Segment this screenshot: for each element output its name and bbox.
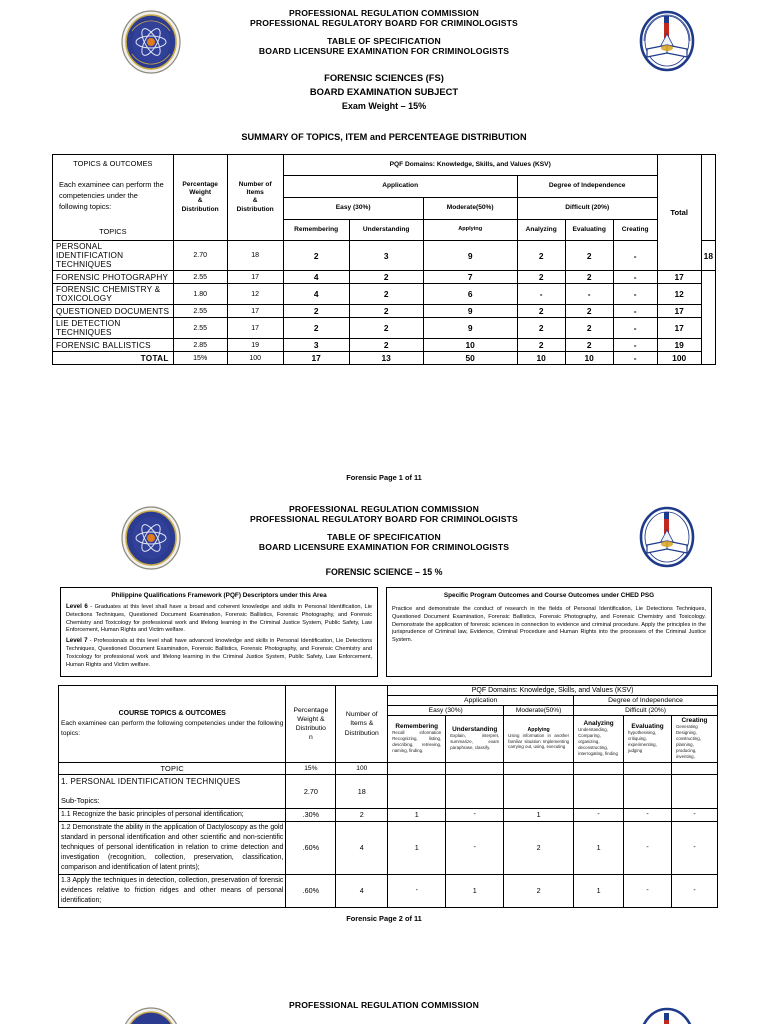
- bloom-desc: Generating Designing, constructing, planning, producing, inventing,: [676, 724, 701, 759]
- subtopic-creating: -: [672, 808, 718, 821]
- total-pct: 15%: [173, 352, 227, 365]
- table-row: [53, 339, 716, 352]
- subtopic-remembering: 1: [388, 808, 446, 821]
- number-items-header: [227, 154, 283, 241]
- bloom-name: Analyzing: [583, 720, 614, 728]
- topic-label: TOPIC: [59, 762, 286, 774]
- subtopic-analyzing: -: [574, 808, 624, 821]
- row-pct: 2.55: [173, 271, 227, 284]
- row-items: 17: [227, 305, 283, 318]
- doc-line-1: TABLE OF SPECIFICATION: [327, 532, 441, 543]
- row-evaluating: 2: [565, 318, 613, 339]
- topics-label: TOPICS: [99, 227, 127, 237]
- row-understanding: 2: [349, 339, 423, 352]
- detail-creating-header: [672, 716, 718, 763]
- table-row: [59, 821, 718, 874]
- row-understanding: 3: [349, 241, 423, 271]
- row-items: 17: [227, 318, 283, 339]
- row-understanding: 2: [349, 305, 423, 318]
- row-pct: 2.55: [173, 305, 227, 318]
- subtopic-pct: .60%: [286, 821, 336, 874]
- prc-seal-icon: [120, 9, 182, 80]
- topic-overall-items: 100: [336, 762, 388, 774]
- prc-seal-icon: [120, 1006, 182, 1024]
- understanding-header: Understanding: [349, 219, 423, 241]
- summary-total-row: [53, 352, 716, 365]
- row-pct: 2.70: [173, 241, 227, 271]
- row-understanding: 2: [349, 284, 423, 305]
- row-applying: 9: [423, 241, 517, 271]
- row-items: 12: [227, 284, 283, 305]
- row-remembering: 2: [283, 318, 349, 339]
- detail-easy-header: Easy (30%): [388, 706, 504, 716]
- level6-text: - Graduates at this level shall have a broad and coherent knowledge and skills in Personal Identification, Lie Detections Techniques, Questioned Document Examination, Forensic Ballistics, Forensic Photography, and Forensic Chemistry and Toxicology for professional work and lifelong learning in the Criminal Justice System, Public Safety, Law Enforcement, Human Rights and Victim welfare.: [66, 603, 373, 634]
- d-items-line-1: Number of: [345, 711, 378, 719]
- row-topic: PERSONAL IDENTIFICATION TECHNIQUES: [53, 241, 174, 271]
- row-analyzing: 2: [517, 318, 565, 339]
- detail-table-wrap: [58, 685, 768, 908]
- d-pct-line-2: Weight &: [297, 715, 325, 723]
- page2-footer: Forensic Page 2 of 11: [346, 913, 422, 923]
- difficult-header: Difficult (20%): [517, 197, 657, 219]
- pct-line-2: Weight: [189, 189, 212, 197]
- summary-header-row-1: [53, 154, 716, 176]
- creating-header: Creating: [613, 219, 657, 241]
- table-row: [59, 808, 718, 821]
- d-pct-line-3: Distributio: [295, 724, 326, 732]
- degree-independence-header: Degree of Independence: [517, 176, 657, 198]
- bloom-desc: hypothesising, critiquing, experimenting, judging: [628, 730, 657, 753]
- summary-title: SUMMARY OF TOPICS, ITEM and PERCENTEAGE DISTRIBUTION: [241, 131, 527, 142]
- subtopic-items: 4: [336, 874, 388, 907]
- row-remembering: 4: [283, 271, 349, 284]
- d-pct-line-1: Percentage: [293, 706, 329, 714]
- course-topics-header: [59, 686, 286, 763]
- bloom-name: Remembering: [395, 723, 439, 731]
- subtopic-text: 1.3 Apply the techniques in detection, collection, preservation of forensic evidences relative to friction ridges and other means of personal identification;: [59, 874, 286, 907]
- table-row: [53, 271, 716, 284]
- row-total: 17: [657, 318, 701, 339]
- topics-outcomes-instruction: Each examinee can perform the competencies under the following topics:: [59, 179, 164, 211]
- bloom-name: Understanding: [452, 726, 498, 734]
- board-of-criminology-seal-icon: [634, 7, 700, 80]
- board-of-criminology-seal-icon: [634, 503, 700, 576]
- total-remembering: 17: [283, 352, 349, 365]
- row-topic: FORENSIC PHOTOGRAPHY: [53, 271, 174, 284]
- org-line-2: PROFESSIONAL REGULATORY BOARD FOR CRIMINOLOGISTS: [250, 18, 518, 29]
- bloom-desc: Recall information Recognizing, listing, describing, retrieving, naming, finding.: [392, 730, 442, 753]
- percentage-weight-header: [173, 154, 227, 241]
- row-creating: -: [613, 318, 657, 339]
- row-remembering: 2: [283, 305, 349, 318]
- row-items: 19: [227, 339, 283, 352]
- row-total: 18: [701, 241, 715, 271]
- applying-header: Applying: [423, 219, 517, 241]
- row-evaluating: 2: [565, 241, 613, 271]
- page2-header: [0, 492, 768, 577]
- pct-line-3: &: [197, 197, 203, 205]
- detail-topic-label-row: [59, 762, 718, 774]
- main-topic-items: 18: [336, 774, 388, 808]
- org-line-1: PROFESSIONAL REGULATION COMMISSION: [288, 8, 480, 18]
- row-applying: 7: [423, 271, 517, 284]
- detail-table: [58, 685, 718, 908]
- pct-line-4: Distribution: [181, 205, 219, 213]
- subtopic-evaluating: -: [624, 874, 672, 907]
- easy-header: Easy (30%): [283, 197, 423, 219]
- subtopic-remembering: 1: [388, 821, 446, 874]
- evaluating-header: Evaluating: [565, 219, 613, 241]
- bloom-name: Creating: [681, 717, 708, 725]
- total-column-header: Total: [657, 154, 701, 271]
- subtopic-creating: -: [672, 821, 718, 874]
- row-total: 17: [657, 305, 701, 318]
- items-line-2: Items: [246, 189, 264, 197]
- table-row: [53, 305, 716, 318]
- total-applying: 50: [423, 352, 517, 365]
- doc-line-2: BOARD LICENSURE EXAMINATION FOR CRIMINOLOGISTS: [258, 542, 510, 553]
- subtopic-text: 1.2 Demonstrate the ability in the application of Dactyloscopy as the gold standard in personal identification and other scientific and non-scientific techniques of personal identification in relation to crime detection and investigation (recognition, collection, preservation, classification, comparison and identification of latent prints);: [59, 821, 286, 874]
- row-understanding: 2: [349, 271, 423, 284]
- subtopic-items: 4: [336, 821, 388, 874]
- level6-label: Level 6: [66, 602, 88, 610]
- moderate-header: Moderate(50%): [423, 197, 517, 219]
- level7-label: Level 7: [66, 637, 88, 645]
- bloom-desc: Using information in another familiar situation Implementing carrying out, using, executing: [508, 732, 570, 750]
- row-creating: -: [613, 271, 657, 284]
- subtopic-pct: .30%: [286, 808, 336, 821]
- detail-moderate-header: Moderate(50%): [504, 706, 574, 716]
- row-applying: 9: [423, 318, 517, 339]
- row-analyzing: -: [517, 284, 565, 305]
- remembering-header: Remembering: [283, 219, 349, 241]
- document-page-1: [0, 0, 768, 492]
- org-line-2: PROFESSIONAL REGULATORY BOARD FOR CRIMINOLOGISTS: [250, 514, 518, 525]
- total-analyzing: 10: [517, 352, 565, 365]
- row-remembering: 3: [283, 339, 349, 352]
- row-creating: -: [613, 305, 657, 318]
- pqf-descriptor-box: [60, 587, 378, 678]
- page2-subject: FORENSIC SCIENCE – 15 %: [325, 566, 443, 577]
- row-pct: 2.85: [173, 339, 227, 352]
- row-items: 18: [227, 241, 283, 271]
- subtopic-creating: -: [672, 874, 718, 907]
- course-topics-instruction: Each examinee can perform the following competencies under the following topics:: [61, 720, 284, 738]
- row-evaluating: 2: [565, 339, 613, 352]
- row-total: 12: [657, 284, 701, 305]
- row-topic: LIE DETECTION TECHNIQUES: [53, 318, 174, 339]
- summary-table-wrap: [52, 154, 768, 366]
- doc-line-1: TABLE OF SPECIFICATION: [327, 36, 441, 47]
- subtopics-label: Sub-Topics:: [61, 796, 100, 806]
- prc-seal-icon: [120, 505, 182, 576]
- topics-outcomes-title: TOPICS & OUTCOMES: [73, 158, 153, 168]
- row-topic: FORENSIC BALLISTICS: [53, 339, 174, 352]
- subtopic-analyzing: 1: [574, 821, 624, 874]
- table-row: [53, 318, 716, 339]
- row-evaluating: -: [565, 284, 613, 305]
- ched-psg-text: Practice and demonstrate the conduct of research in the fields of Personal Identification, Lie Detections Techniques, Questioned Document Examination, Forensic Ballistics, Forensic Photography, and Forensic Chemistry and Toxicology. Demonstrate the application of forensic sciences in connection to evidence and criminal procedure. Apply the principles in the jurisprudence of Criminal law, Evidence, Criminal Procedure and Human Rights into the processes of the Criminal Justice System.: [392, 605, 706, 644]
- main-topic-cell: [59, 774, 286, 808]
- detail-understanding-header: [446, 716, 504, 763]
- board-of-criminology-seal-icon: [634, 1004, 700, 1024]
- row-pct: 1.80: [173, 284, 227, 305]
- pqf-descriptor-title: Philippine Qualifications Framework (PQF) Descriptors under this Area: [111, 591, 327, 599]
- application-header: Application: [283, 176, 517, 198]
- subject-kind: BOARD EXAMINATION SUBJECT: [309, 86, 459, 98]
- row-analyzing: 2: [517, 339, 565, 352]
- detail-percentage-header: [286, 686, 336, 763]
- level7-text: - Professionals at this level shall have advanced knowledge and skills in Personal Identification, Lie Detections Techniques, Questioned Document Examination, Forensic Ballistics, Forensic Photography, and Forensic Chemistry and Toxicology for professional work and lifelong learning in the Criminal Justice System, Public Safety, Law Enforcement, Human Rights and Victim welfare.: [66, 638, 373, 669]
- exam-weight: Exam Weight – 15%: [341, 100, 427, 111]
- subtopic-understanding: -: [446, 808, 504, 821]
- detail-pqf-domains-header: PQF Domains: Knowledge, Skills, and Values (KSV): [388, 686, 718, 696]
- pqf-level6: [66, 603, 372, 636]
- detail-application-header: Application: [388, 696, 574, 706]
- subtopic-remembering: -: [388, 874, 446, 907]
- detail-main-topic-row: [59, 774, 718, 808]
- subtopic-analyzing: 1: [574, 874, 624, 907]
- table-row: [53, 284, 716, 305]
- org-line-1: PROFESSIONAL REGULATION COMMISSION: [288, 504, 480, 514]
- row-remembering: 4: [283, 284, 349, 305]
- row-total: 17: [657, 271, 701, 284]
- row-analyzing: 2: [517, 271, 565, 284]
- document-page-3-partial: [0, 982, 768, 1024]
- detail-applying-header: [504, 716, 574, 763]
- items-line-4: Distribution: [236, 205, 274, 213]
- items-line-3: &: [252, 197, 258, 205]
- total-items: 100: [227, 352, 283, 365]
- subtopic-applying: 2: [504, 821, 574, 874]
- bloom-desc: Understanding, Comparing, organizing, deconstructing, interrogating, finding: [578, 727, 618, 756]
- row-evaluating: 2: [565, 305, 613, 318]
- detail-analyzing-header: [574, 716, 624, 763]
- summary-table: [52, 154, 716, 366]
- row-evaluating: 2: [565, 271, 613, 284]
- subtopic-text: 1.1 Recognize the basic principles of personal identification;: [59, 808, 286, 821]
- row-applying: 10: [423, 339, 517, 352]
- table-row: [59, 874, 718, 907]
- detail-remembering-header: [388, 716, 446, 763]
- subtopic-evaluating: -: [624, 808, 672, 821]
- doc-line-2: BOARD LICENSURE EXAMINATION FOR CRIMINOLOGISTS: [258, 46, 510, 57]
- main-topic-pct: 2.70: [286, 774, 336, 808]
- row-topic: QUESTIONED DOCUMENTS: [53, 305, 174, 318]
- row-applying: 6: [423, 284, 517, 305]
- row-items: 17: [227, 271, 283, 284]
- org-line-1: PROFESSIONAL REGULATION COMMISSION: [288, 1000, 480, 1010]
- subtopic-pct: .60%: [286, 874, 336, 907]
- total-evaluating: 10: [565, 352, 613, 365]
- subtopic-understanding: 1: [446, 874, 504, 907]
- row-pct: 2.55: [173, 318, 227, 339]
- ched-psg-box: [386, 587, 712, 678]
- analyzing-header: Analyzing: [517, 219, 565, 241]
- descriptor-boxes: [60, 587, 712, 678]
- course-topics-title: COURSE TOPICS & OUTCOMES: [118, 710, 226, 718]
- items-line-1: Number of: [238, 180, 272, 188]
- row-creating: -: [613, 241, 657, 271]
- pqf-domains-header: PQF Domains: Knowledge, Skills, and Values (KSV): [283, 154, 657, 176]
- row-creating: -: [613, 284, 657, 305]
- detail-header-row-1: [59, 686, 718, 696]
- d-items-line-3: Distribution: [344, 729, 379, 737]
- pqf-level7: [66, 637, 372, 670]
- detail-items-header: [336, 686, 388, 763]
- detail-difficult-header: Difficult (20%): [574, 706, 718, 716]
- page1-footer: Forensic Page 1 of 11: [346, 473, 422, 483]
- subtopic-applying: 2: [504, 874, 574, 907]
- total-row-label: TOTAL: [53, 352, 174, 365]
- bloom-name: Evaluating: [631, 723, 664, 731]
- topic-overall-pct: 15%: [286, 762, 336, 774]
- ched-psg-title: Specific Program Outcomes and Course Outcomes under CHED PSG: [443, 591, 655, 599]
- row-remembering: 2: [283, 241, 349, 271]
- bloom-desc: Explain, interpret, summarize, exam paraphrase, classify.: [450, 733, 500, 750]
- main-topic-title: 1. PERSONAL IDENTIFICATION TECHNIQUES: [61, 777, 241, 787]
- page1-header: [0, 0, 768, 142]
- pct-line-1: Percentage: [182, 180, 218, 188]
- total-understanding: 13: [349, 352, 423, 365]
- row-understanding: 2: [349, 318, 423, 339]
- row-creating: -: [613, 339, 657, 352]
- detail-degree-independence-header: Degree of Independence: [574, 696, 718, 706]
- bloom-name: Applying: [527, 726, 550, 733]
- total-creating: -: [613, 352, 657, 365]
- subtopic-evaluating: -: [624, 821, 672, 874]
- total-grand: 100: [657, 352, 701, 365]
- d-items-line-2: Items &: [350, 720, 374, 728]
- subtopic-understanding: -: [446, 821, 504, 874]
- row-analyzing: 2: [517, 241, 565, 271]
- subject-title: FORENSIC SCIENCES (FS): [324, 71, 444, 83]
- document-page-2: [0, 492, 768, 982]
- table-row: [53, 241, 716, 271]
- row-analyzing: 2: [517, 305, 565, 318]
- row-topic: FORENSIC CHEMISTRY & TOXICOLOGY: [53, 284, 174, 305]
- topics-outcomes-header: [53, 154, 174, 241]
- row-total: 19: [657, 339, 701, 352]
- d-pct-line-4: n: [308, 734, 313, 742]
- detail-evaluating-header: [624, 716, 672, 763]
- row-applying: 9: [423, 305, 517, 318]
- subtopic-applying: 1: [504, 808, 574, 821]
- subtopic-items: 2: [336, 808, 388, 821]
